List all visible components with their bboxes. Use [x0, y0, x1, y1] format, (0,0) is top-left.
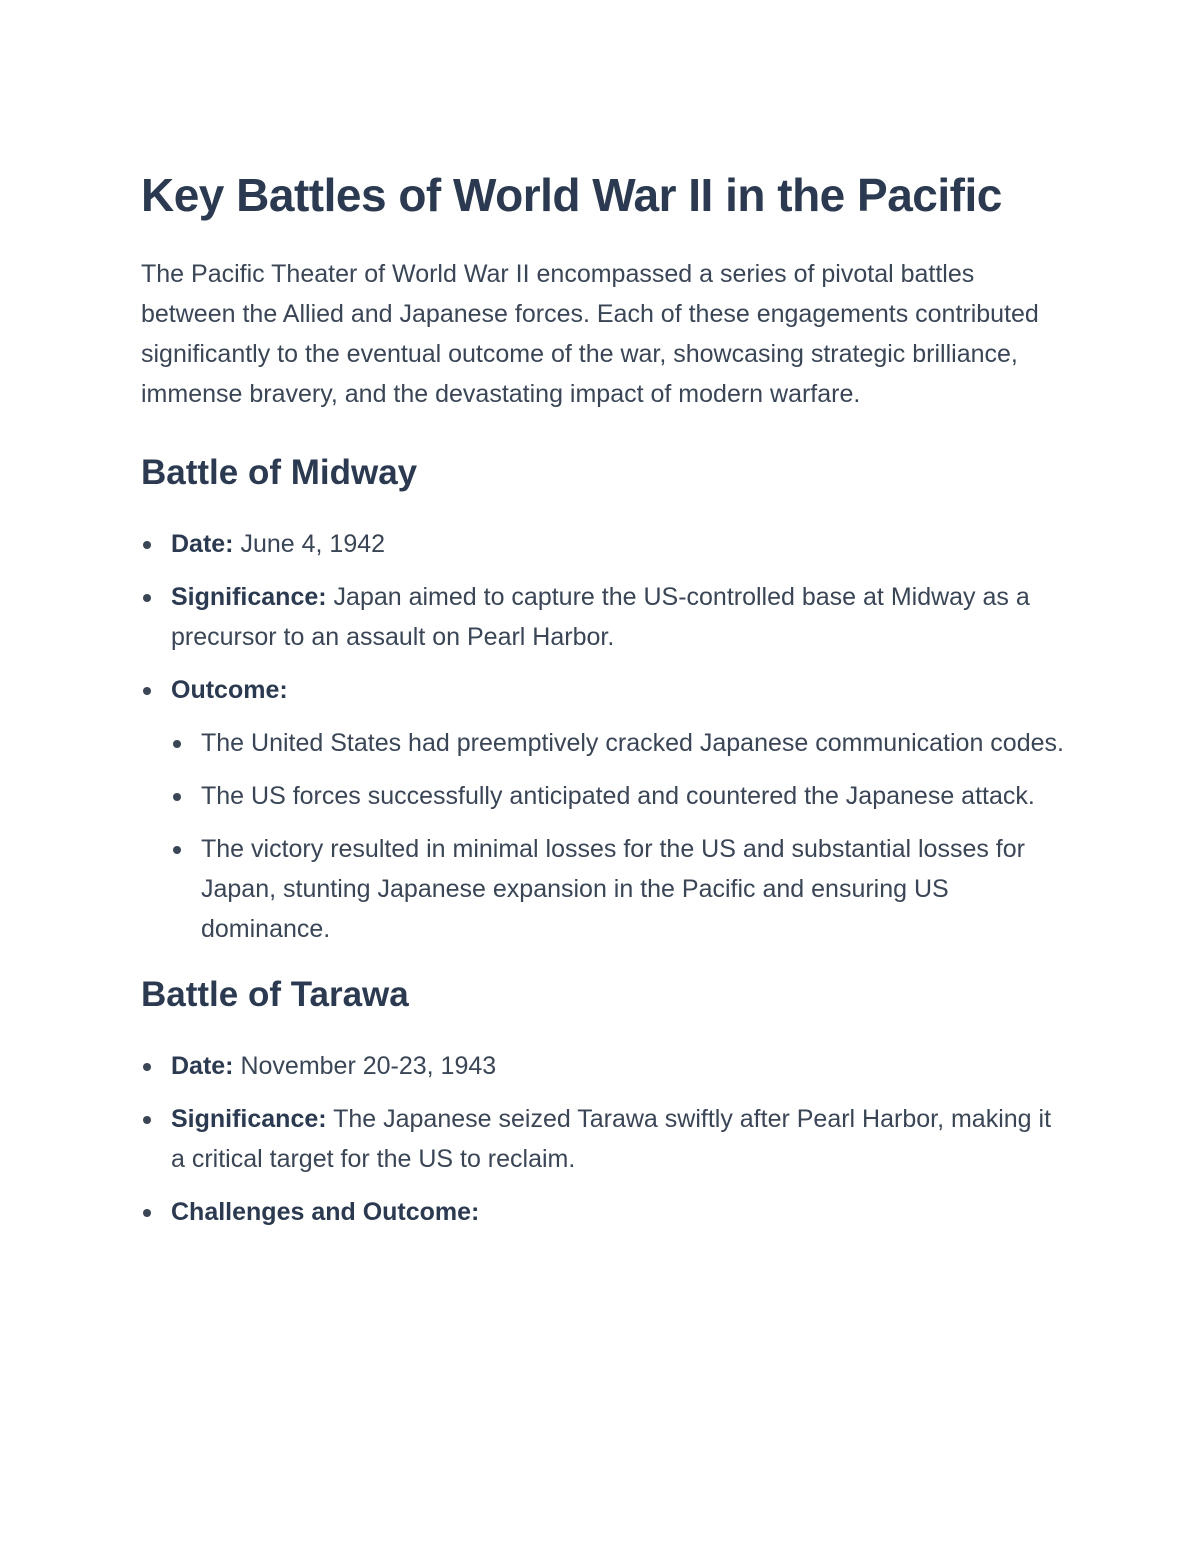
list-item [141, 1099, 1071, 1179]
significance-label: Significance: [171, 583, 327, 611]
significance-value: The Japanese seized Tarawa swiftly after Pearl Harbor, making it a critical target for the US to reclaim. [171, 1105, 1052, 1173]
outcome-label: Outcome: [171, 676, 288, 704]
list-item [141, 524, 1071, 564]
outcome-sublist [171, 723, 1071, 949]
date-value: November 20-23, 1943 [233, 1052, 497, 1080]
significance-label: Significance: [171, 1105, 327, 1133]
list-item [141, 1192, 1071, 1232]
section-heading-midway: Battle of Midway [141, 453, 418, 492]
document-page [141, 168, 1071, 1245]
sub-list-item: The United States had preemptively cracked Japanese communication codes. [171, 723, 1071, 763]
tarawa-list [141, 1046, 1071, 1232]
list-item [141, 577, 1071, 657]
midway-list [141, 524, 1071, 949]
sub-list-item: The US forces successfully anticipated and countered the Japanese attack. [171, 776, 1071, 816]
challenges-label: Challenges and Outcome: [171, 1198, 480, 1226]
section-heading-tarawa: Battle of Tarawa [141, 975, 409, 1014]
intro-paragraph: The Pacific Theater of World War II encompassed a series of pivotal battles between the Allied and Japanese forces. Each of these engagements contributed significantly to the eventual outcome of the war, showcasing strategic brilliance, immense bravery, and the devastating impact of modern warfare. [141, 260, 1039, 408]
list-item [141, 1046, 1071, 1086]
sub-list-item: The victory resulted in minimal losses for the US and substantial losses for Japan, stunting Japanese expansion in the Pacific and ensuring US dominance. [171, 829, 1071, 949]
date-label: Date: [171, 530, 234, 558]
date-value: June 4, 1942 [233, 530, 386, 558]
document-title: Key Battles of World War II in the Pacific [141, 169, 1002, 221]
date-label: Date: [171, 1052, 234, 1080]
list-item [141, 670, 1071, 949]
significance-value: Japan aimed to capture the US-controlled base at Midway as a precursor to an assault on Pearl Harbor. [171, 583, 1030, 651]
